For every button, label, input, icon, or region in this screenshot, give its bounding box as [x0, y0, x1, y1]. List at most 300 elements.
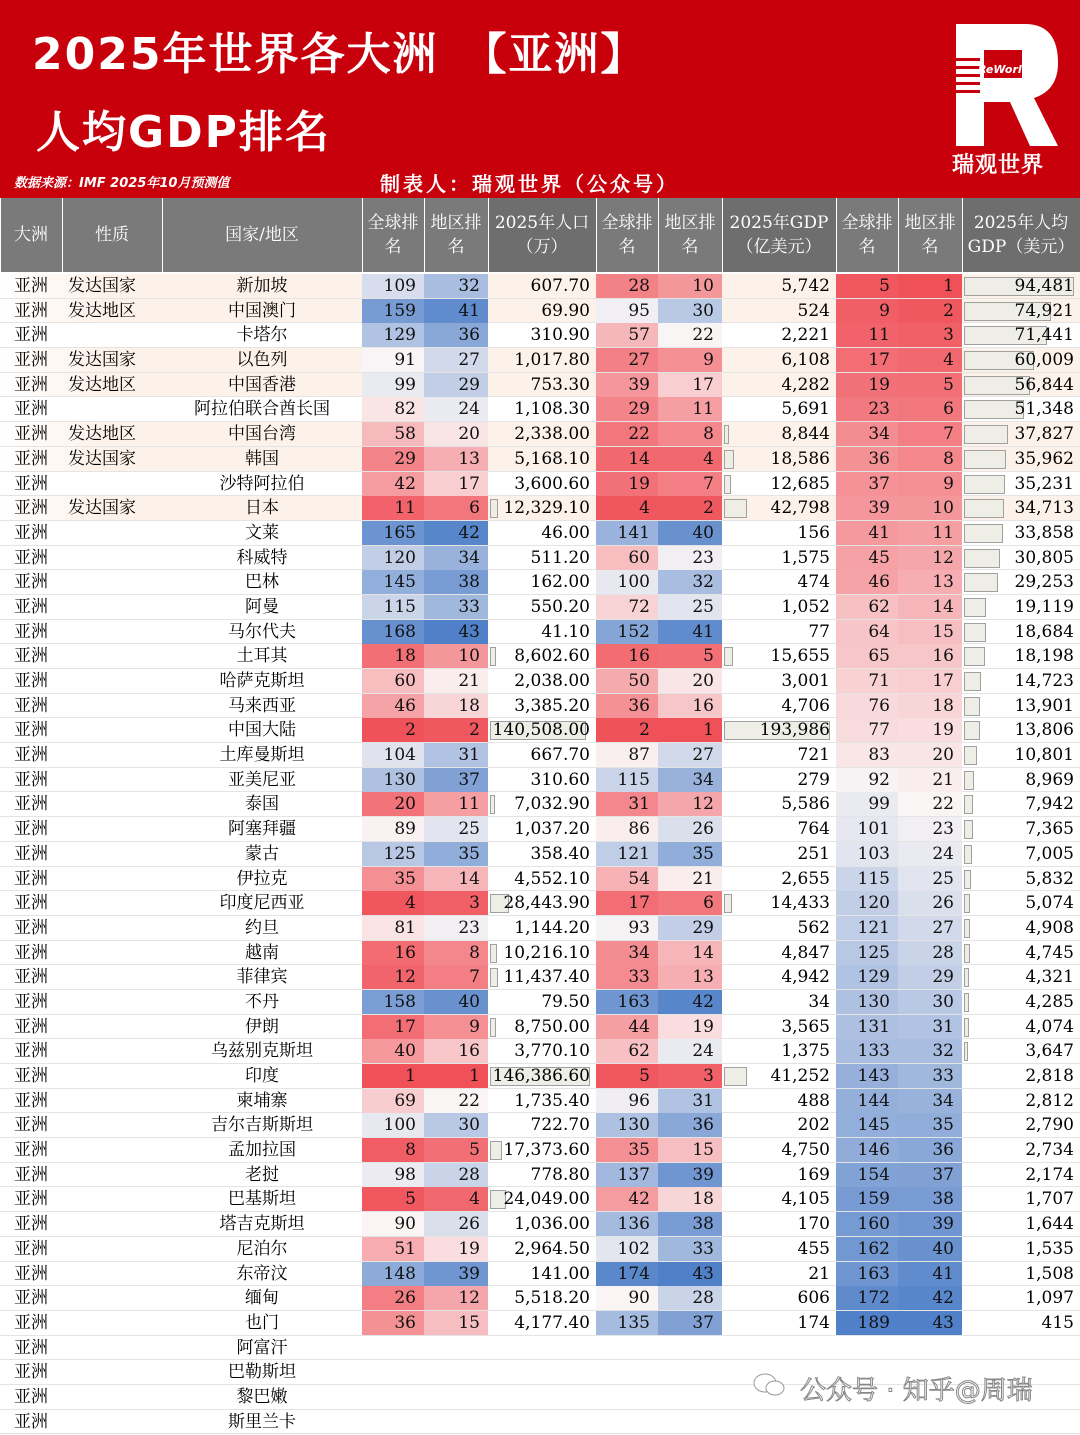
rank-cell: 36: [362, 1311, 424, 1335]
rank-cell: 31: [596, 792, 658, 816]
databar-cell: [722, 990, 836, 1014]
rank-cell: 20: [658, 669, 722, 693]
rank-cell: 23: [898, 817, 962, 841]
databar-cell: [722, 644, 836, 668]
continent-cell: 亚洲: [14, 819, 48, 840]
country-cell: 巴勒斯坦: [228, 1362, 296, 1383]
value-text: 722.70: [530, 1115, 590, 1136]
rank-cell: 5: [424, 1138, 488, 1162]
value-text: 4,552.10: [514, 868, 590, 889]
rank-cell: 39: [596, 373, 658, 397]
rank-cell: 32: [898, 1039, 962, 1063]
status-cell: [62, 842, 162, 866]
rank-cell: 22: [596, 422, 658, 446]
table-row: [0, 1015, 1080, 1040]
databar-cell: [488, 1187, 596, 1211]
databar-cell: [488, 965, 596, 989]
status-cell: [62, 1089, 162, 1113]
rank-cell: 14: [424, 867, 488, 891]
value-text: 13,806: [1014, 720, 1074, 741]
databar-cell: [488, 694, 596, 718]
value-text: 8,969: [1025, 769, 1074, 790]
continent-cell: 亚洲: [14, 1312, 48, 1333]
rank-cell: 37: [898, 1163, 962, 1187]
databar-cell: [488, 1089, 596, 1113]
rank-cell: 26: [424, 1212, 488, 1236]
continent-cell: 亚洲: [14, 868, 48, 889]
value-text: 34,713: [1014, 498, 1074, 519]
databar-cell: [488, 373, 596, 397]
databar-cell: [722, 891, 836, 915]
rank-cell: 32: [424, 274, 488, 298]
rank-cell: 72: [596, 595, 658, 619]
rank-cell: 7: [658, 472, 722, 496]
country-cell: 印度尼西亚: [219, 893, 305, 914]
country-cell: 日本: [245, 498, 279, 519]
value-text: 8,750.00: [514, 1016, 590, 1037]
rank-cell: 39: [424, 1262, 488, 1286]
table-row: [0, 521, 1080, 546]
value-text: 4,105: [781, 1189, 830, 1210]
rank-cell: 5: [898, 373, 962, 397]
rank-cell: 17: [596, 891, 658, 915]
rank-cell: 115: [362, 595, 424, 619]
databar-cell: [722, 1039, 836, 1063]
databar-cell: [722, 867, 836, 891]
rank-cell: 40: [898, 1237, 962, 1261]
column-header: 全球排名: [841, 213, 893, 257]
value-text: 21: [808, 1263, 830, 1284]
rank-cell: 18: [898, 694, 962, 718]
databar-cell: [722, 1089, 836, 1113]
databar-cell: [962, 965, 1080, 989]
rank-cell: 93: [596, 916, 658, 940]
value-text: 193,986: [759, 720, 830, 741]
value-text: 2,812: [1025, 1090, 1074, 1111]
status-cell: [62, 694, 162, 718]
value-text: 5,691: [781, 399, 830, 420]
value-text: 1,097: [1025, 1288, 1074, 1309]
value-text: 358.40: [530, 843, 590, 864]
databar-cell: [488, 743, 596, 767]
databar-cell: [488, 768, 596, 792]
column-header: 地区排名: [904, 213, 956, 257]
databar-cell: [962, 867, 1080, 891]
status-cell: [62, 669, 162, 693]
rank-cell: 31: [658, 1089, 722, 1113]
rank-cell: 82: [362, 397, 424, 421]
country-cell: 沙特阿拉伯: [219, 473, 305, 494]
rank-cell: 46: [362, 694, 424, 718]
column-header: 全球排名: [367, 213, 419, 257]
value-text: 2,338.00: [514, 424, 590, 445]
rank-cell: 62: [836, 595, 898, 619]
rank-cell: 42: [362, 472, 424, 496]
databar-cell: [722, 817, 836, 841]
rank-cell: 25: [658, 595, 722, 619]
rank-cell: 92: [836, 768, 898, 792]
rank-cell: 31: [424, 743, 488, 767]
value-text: 1,707: [1025, 1189, 1074, 1210]
rank-cell: 131: [836, 1015, 898, 1039]
rank-cell: 9: [424, 1015, 488, 1039]
rank-cell: 27: [898, 916, 962, 940]
country-cell: 巴林: [245, 572, 279, 593]
rank-cell: 37: [836, 472, 898, 496]
table-row: [0, 546, 1080, 571]
table-row: [0, 620, 1080, 645]
continent-cell: 亚洲: [14, 917, 48, 938]
value-text: 5,518.20: [514, 1288, 590, 1309]
value-text: 3,001: [781, 671, 830, 691]
rank-cell: 8: [424, 941, 488, 965]
rank-cell: 58: [362, 422, 424, 446]
country-cell: 斯里兰卡: [228, 1411, 296, 1432]
databar-cell: [962, 422, 1080, 446]
value-text: 721: [797, 745, 830, 766]
rank-cell: 154: [836, 1163, 898, 1187]
table-row: [0, 1064, 1080, 1089]
value-text: 415: [1041, 1312, 1074, 1333]
value-text: 15,655: [770, 646, 830, 667]
databar-cell: [722, 274, 836, 298]
rank-cell: 135: [596, 1311, 658, 1335]
databar-cell: [488, 1410, 596, 1434]
rank-cell: 36: [898, 1138, 962, 1162]
rank-cell: 81: [362, 916, 424, 940]
continent-cell: 亚洲: [14, 374, 48, 395]
continent-cell: 亚洲: [14, 1411, 48, 1432]
rank-cell: 28: [898, 941, 962, 965]
continent-cell: 亚洲: [14, 1362, 48, 1383]
rank-cell: 33: [424, 595, 488, 619]
table-row: [0, 274, 1080, 299]
continent-cell: 亚洲: [14, 547, 48, 568]
status-cell: 发达地区: [68, 300, 136, 321]
rank-cell: 44: [596, 1015, 658, 1039]
rank-cell: [596, 1385, 658, 1409]
country-cell: 卡塔尔: [236, 325, 288, 346]
databar-cell: [722, 941, 836, 965]
rank-cell: 42: [596, 1187, 658, 1211]
rank-cell: 29: [362, 447, 424, 471]
status-cell: [62, 620, 162, 644]
value-text: 79.50: [541, 991, 590, 1012]
rank-cell: 77: [836, 718, 898, 742]
table-row: [0, 817, 1080, 842]
rank-cell: 152: [596, 620, 658, 644]
rank-cell: 11: [898, 521, 962, 545]
rank-cell: 99: [836, 792, 898, 816]
continent-cell: 亚洲: [14, 646, 48, 667]
rank-cell: 5: [596, 1064, 658, 1088]
rank-cell: [596, 1360, 658, 1384]
page-header: [0, 0, 1080, 198]
value-text: 251: [797, 843, 830, 864]
rank-cell: [424, 1360, 488, 1384]
databar-cell: [962, 1311, 1080, 1335]
rank-cell: 168: [362, 620, 424, 644]
value-text: 455: [797, 1238, 830, 1259]
rank-cell: 9: [836, 299, 898, 323]
rank-cell: [898, 1336, 962, 1360]
value-text: 5,168.10: [514, 448, 590, 469]
status-cell: [62, 718, 162, 742]
country-cell: 阿富汗: [236, 1337, 288, 1358]
rank-cell: 25: [424, 817, 488, 841]
table-row: [0, 348, 1080, 373]
table-row: [0, 694, 1080, 719]
column-header: 地区排名: [664, 213, 716, 257]
databar-cell: [962, 941, 1080, 965]
value-text: 1,036.00: [514, 1214, 590, 1235]
value-text: 3,600.60: [514, 473, 590, 494]
rank-cell: 41: [424, 299, 488, 323]
databar-cell: [962, 1163, 1080, 1187]
databar-cell: [488, 1385, 596, 1409]
continent-cell: 亚洲: [14, 1090, 48, 1111]
databar-cell: [962, 620, 1080, 644]
databar-cell: [488, 422, 596, 446]
rank-cell: 1: [898, 274, 962, 298]
rank-cell: 159: [362, 299, 424, 323]
status-cell: [62, 916, 162, 940]
rank-cell: 25: [898, 867, 962, 891]
rank-cell: 103: [836, 842, 898, 866]
rank-cell: 38: [658, 1212, 722, 1236]
continent-cell: 亚洲: [14, 720, 48, 741]
country-cell: 吉尔吉斯斯坦: [211, 1115, 313, 1136]
value-text: 4,745: [1025, 942, 1074, 963]
value-text: 4,321: [1025, 967, 1074, 988]
continent-cell: 亚洲: [14, 769, 48, 790]
status-cell: [62, 1237, 162, 1261]
status-cell: [62, 1039, 162, 1063]
table-row: [0, 1286, 1080, 1311]
continent-cell: 亚洲: [14, 967, 48, 988]
country-cell: 中国香港: [228, 374, 296, 395]
value-text: 174: [797, 1312, 830, 1333]
continent-cell: 亚洲: [14, 448, 48, 469]
table-row: [0, 1187, 1080, 1212]
rank-cell: 17: [424, 472, 488, 496]
databar-cell: [722, 1163, 836, 1187]
rank-cell: 100: [362, 1113, 424, 1137]
continent-cell: 亚洲: [14, 325, 48, 346]
rank-cell: 43: [658, 1262, 722, 1286]
rank-cell: 6: [424, 496, 488, 520]
value-text: 24,049.00: [503, 1189, 590, 1210]
rank-cell: 24: [658, 1039, 722, 1063]
rank-cell: 109: [362, 274, 424, 298]
country-cell: 泰国: [245, 794, 279, 815]
rank-cell: 34: [898, 1089, 962, 1113]
country-cell: 中国台湾: [228, 424, 296, 445]
rank-cell: 35: [658, 842, 722, 866]
country-cell: 中国澳门: [228, 300, 296, 321]
rank-cell: 8: [658, 422, 722, 446]
rank-cell: [898, 1410, 962, 1434]
rank-cell: 36: [836, 447, 898, 471]
rank-cell: 17: [362, 1015, 424, 1039]
rank-cell: 130: [362, 768, 424, 792]
rank-cell: 35: [362, 867, 424, 891]
rank-cell: 86: [596, 817, 658, 841]
rank-cell: 163: [836, 1262, 898, 1286]
rank-cell: 21: [424, 669, 488, 693]
rank-cell: 29: [658, 916, 722, 940]
databar-cell: [488, 718, 596, 742]
country-cell: 土库曼斯坦: [219, 745, 305, 766]
value-text: 69.90: [541, 300, 590, 321]
continent-cell: 亚洲: [14, 1016, 48, 1037]
ranking-table: [0, 274, 1080, 1434]
rank-cell: 30: [424, 1113, 488, 1137]
rank-cell: 7: [898, 422, 962, 446]
status-cell: [62, 768, 162, 792]
continent-cell: 亚洲: [14, 621, 48, 642]
databar-cell: [488, 842, 596, 866]
value-text: 6,108: [781, 350, 830, 371]
value-text: 1,375: [781, 1041, 830, 1062]
value-text: 170: [797, 1214, 830, 1235]
databar-cell: [722, 1237, 836, 1261]
rank-cell: 41: [658, 620, 722, 644]
rank-cell: 38: [898, 1187, 962, 1211]
value-text: 1,508: [1025, 1263, 1074, 1284]
rank-cell: [596, 1336, 658, 1360]
rank-cell: 27: [596, 348, 658, 372]
rank-cell: [658, 1360, 722, 1384]
value-text: 13,901: [1014, 695, 1074, 716]
databar-cell: [488, 1286, 596, 1310]
status-cell: [62, 1187, 162, 1211]
rank-cell: 8: [898, 447, 962, 471]
status-cell: [62, 546, 162, 570]
value-text: 35,231: [1014, 473, 1074, 494]
databar-cell: [722, 496, 836, 520]
rank-cell: [596, 1410, 658, 1434]
value-text: 753.30: [530, 374, 590, 395]
rank-cell: 2: [596, 718, 658, 742]
rank-cell: 10: [658, 274, 722, 298]
rank-cell: 11: [658, 397, 722, 421]
continent-cell: 亚洲: [14, 399, 48, 420]
logo-caption: 瑞观世界: [952, 153, 1045, 178]
country-cell: 科威特: [236, 547, 288, 568]
databar-cell: [722, 768, 836, 792]
rank-cell: 19: [836, 373, 898, 397]
value-text: 146,386.60: [492, 1066, 590, 1086]
value-text: 4,908: [1025, 917, 1074, 938]
rank-cell: 15: [898, 620, 962, 644]
value-text: 667.70: [530, 745, 590, 766]
value-text: 17,373.60: [503, 1140, 590, 1161]
rank-cell: 3: [898, 323, 962, 347]
column-header: 性质: [95, 225, 129, 245]
country-cell: 阿塞拜疆: [228, 819, 296, 840]
databar-cell: [962, 1286, 1080, 1310]
rank-cell: 23: [658, 546, 722, 570]
databar-cell: [962, 1336, 1080, 1360]
databar-cell: [722, 521, 836, 545]
rank-cell: 9: [658, 348, 722, 372]
databar-cell: [962, 718, 1080, 742]
value-text: 10,216.10: [503, 942, 590, 963]
rank-cell: 174: [596, 1262, 658, 1286]
rank-cell: 20: [898, 743, 962, 767]
value-text: 3,647: [1025, 1041, 1074, 1062]
databar-cell: [722, 447, 836, 471]
value-text: 11,437.40: [503, 967, 590, 988]
value-text: 2,221: [781, 325, 830, 346]
rank-cell: [658, 1410, 722, 1434]
value-text: 202: [797, 1115, 830, 1136]
rank-cell: 17: [836, 348, 898, 372]
rank-cell: 130: [596, 1113, 658, 1137]
rank-cell: 24: [424, 397, 488, 421]
rank-cell: 8: [362, 1138, 424, 1162]
rank-cell: 35: [424, 842, 488, 866]
page-title: 2025年世界各大洲 【亚洲】: [32, 29, 647, 80]
continent-cell: 亚洲: [14, 942, 48, 963]
databar-cell: [722, 916, 836, 940]
rank-cell: 50: [596, 669, 658, 693]
value-text: 14,433: [770, 893, 830, 914]
status-cell: [62, 1262, 162, 1286]
rank-cell: 125: [836, 941, 898, 965]
databar-cell: [962, 546, 1080, 570]
rank-cell: [658, 1336, 722, 1360]
rank-cell: 17: [898, 669, 962, 693]
continent-cell: 亚洲: [14, 893, 48, 914]
value-text: 1,575: [781, 547, 830, 568]
rank-cell: 26: [898, 891, 962, 915]
databar-cell: [722, 472, 836, 496]
value-text: 156: [797, 522, 830, 543]
rank-cell: 28: [424, 1163, 488, 1187]
rank-cell: 54: [596, 867, 658, 891]
table-row: [0, 1212, 1080, 1237]
value-text: 4,282: [781, 374, 830, 395]
table-row: [0, 397, 1080, 422]
rank-cell: [424, 1410, 488, 1434]
value-text: 4,847: [781, 942, 830, 963]
rank-cell: 165: [362, 521, 424, 545]
databar-cell: [962, 817, 1080, 841]
value-text: 7,005: [1025, 843, 1074, 864]
country-cell: 韩国: [245, 448, 279, 469]
rank-cell: 13: [898, 570, 962, 594]
continent-cell: 亚洲: [14, 671, 48, 691]
databar-cell: [722, 620, 836, 644]
databar-cell: [962, 1064, 1080, 1088]
status-cell: [62, 990, 162, 1014]
rank-cell: 90: [596, 1286, 658, 1310]
rank-cell: 120: [836, 891, 898, 915]
continent-cell: 亚洲: [14, 695, 48, 716]
value-text: 4,285: [1025, 991, 1074, 1012]
databar-cell: [488, 817, 596, 841]
status-cell: [62, 867, 162, 891]
continent-cell: 亚洲: [14, 522, 48, 543]
country-cell: 缅甸: [245, 1288, 279, 1309]
databar-cell: [488, 496, 596, 520]
value-text: 511.20: [530, 547, 590, 568]
status-cell: 发达地区: [68, 374, 136, 395]
status-cell: [62, 1385, 162, 1409]
databar-cell: [488, 1262, 596, 1286]
